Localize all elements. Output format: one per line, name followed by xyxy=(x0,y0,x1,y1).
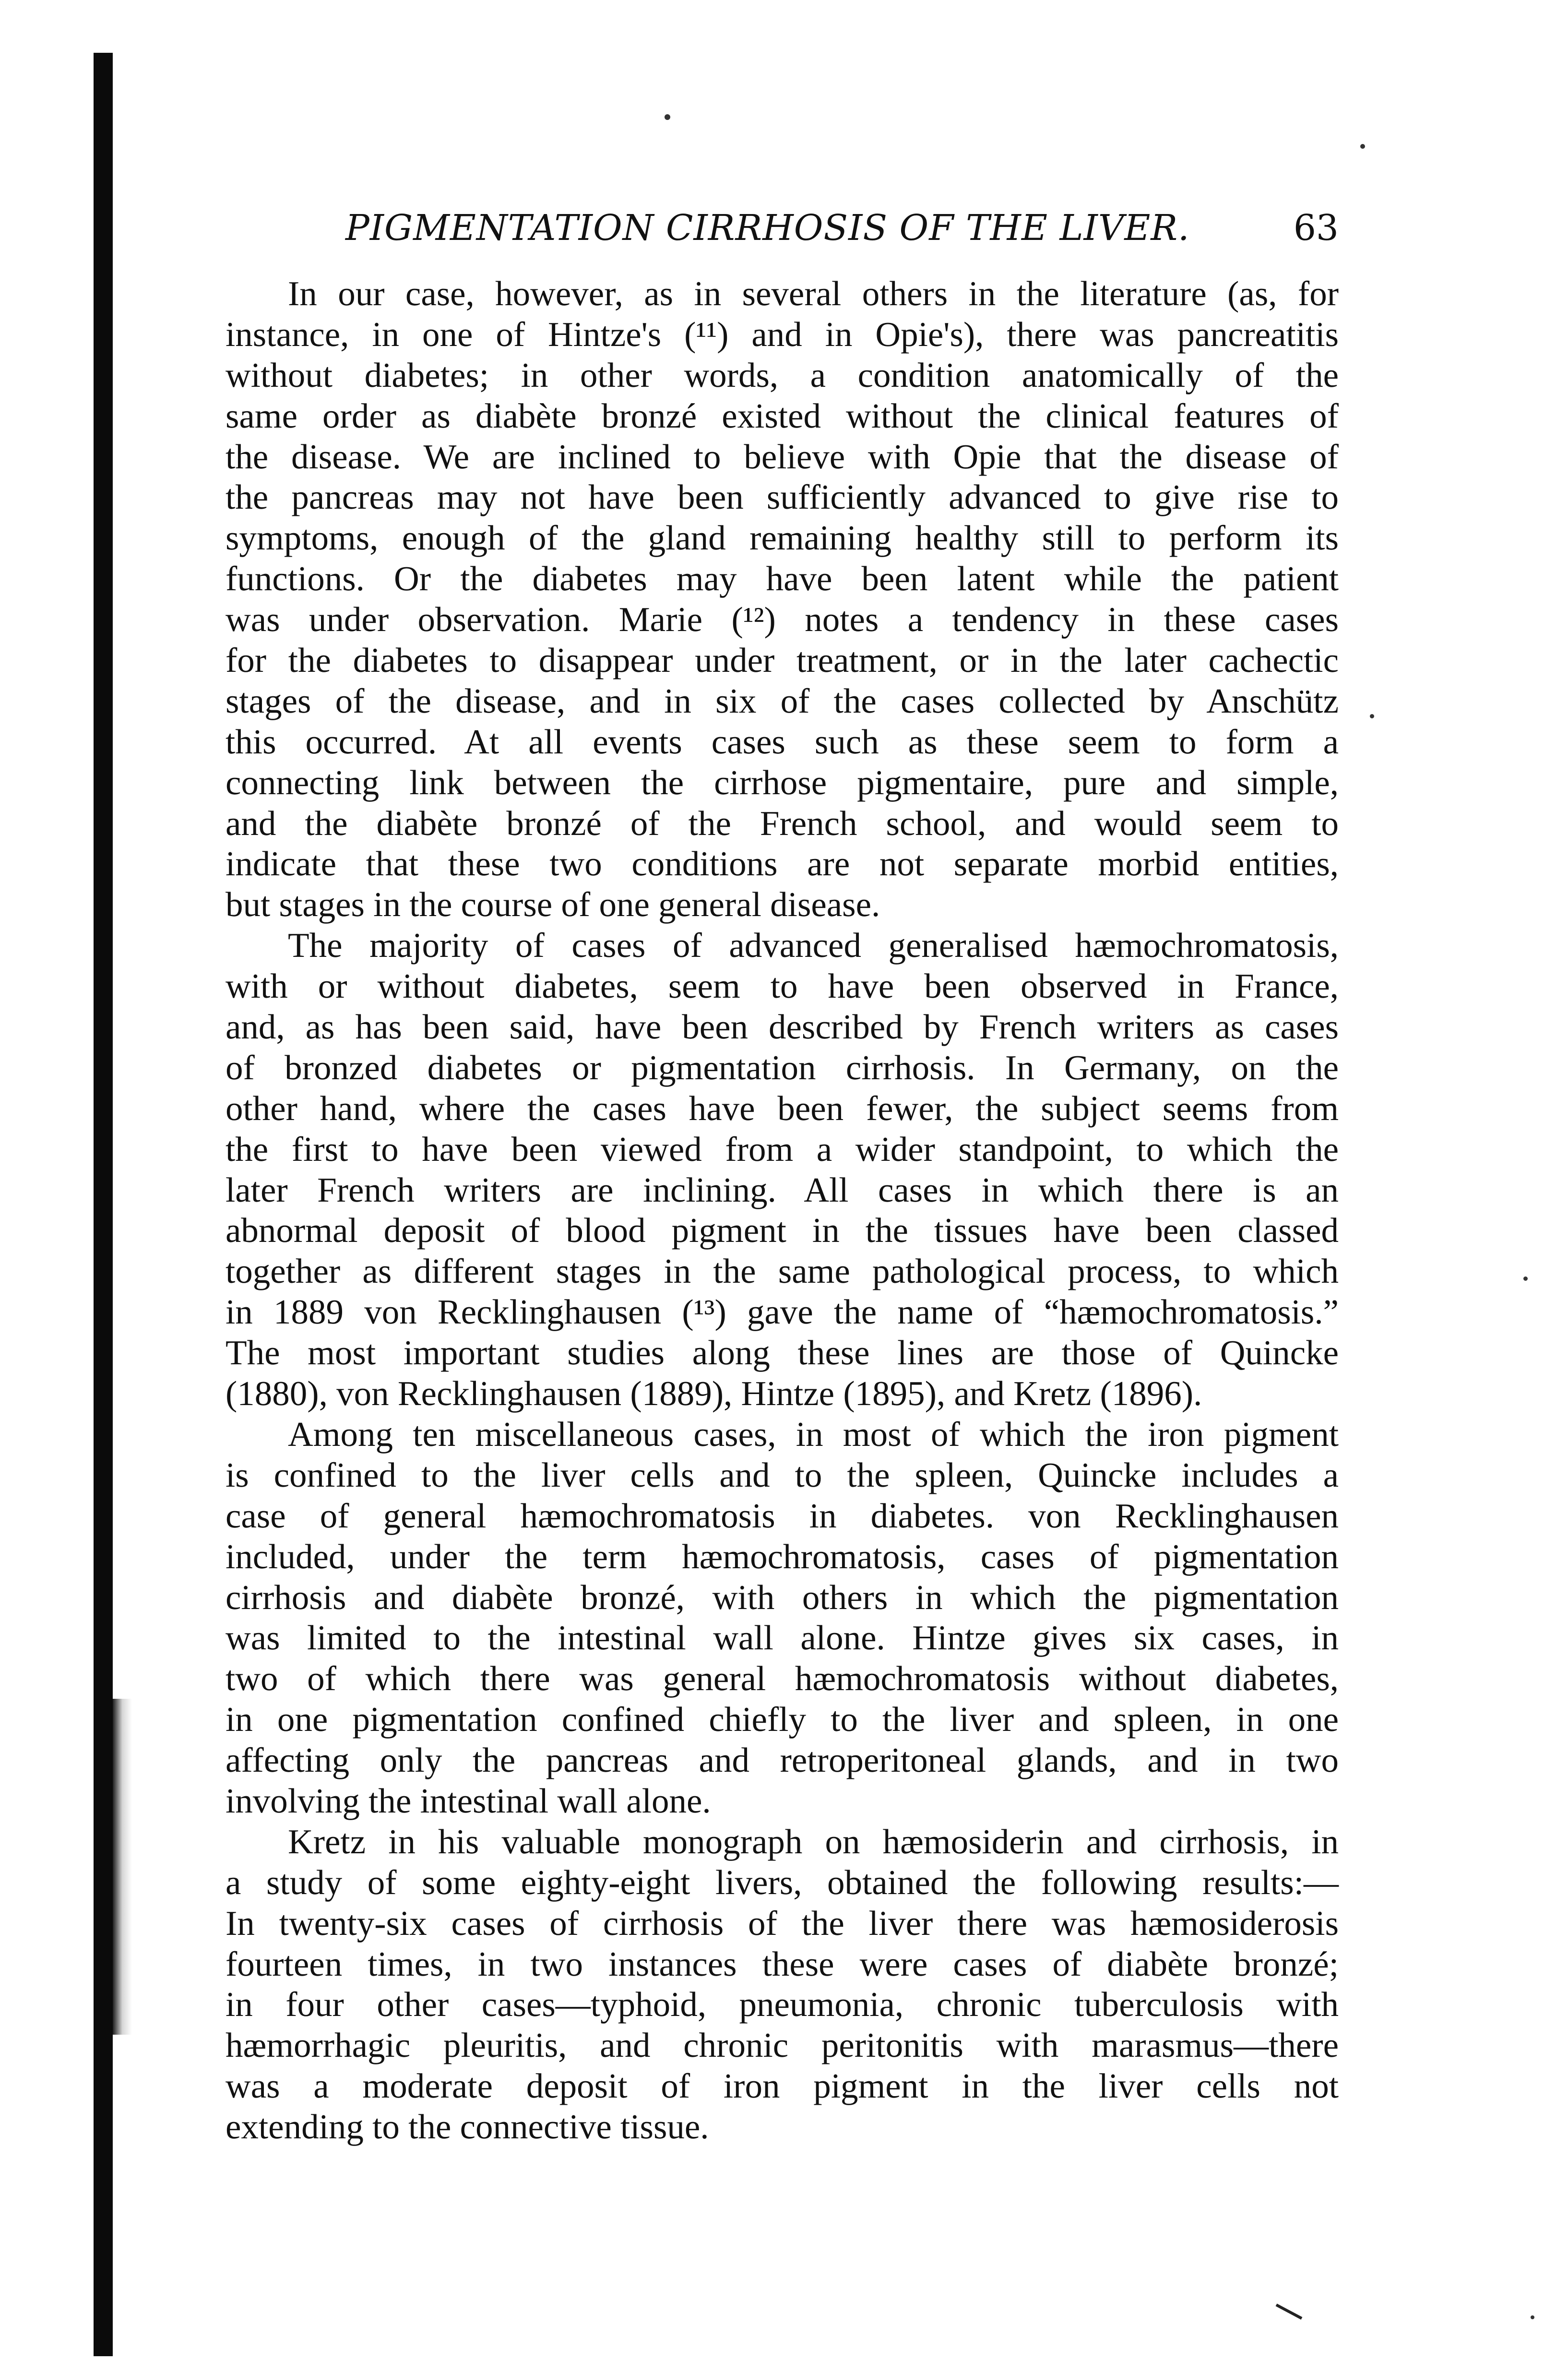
text-line: later French writers are inclining. All cases in which there is an xyxy=(226,1170,1339,1209)
text-line: case of general hæmochromatosis in diabetes. von Recklinghausen xyxy=(226,1496,1339,1535)
text-line: affecting only the pancreas and retroperitoneal glands, and in two xyxy=(226,1741,1339,1780)
text-line: Among ten miscellaneous cases, in most of which the iron pigment xyxy=(288,1414,1339,1454)
text-line: extending to the connective tissue. xyxy=(226,2107,709,2146)
text-line: two of which there was general hæmochromatosis without diabetes, xyxy=(226,1659,1339,1698)
stray-ink-mark xyxy=(1276,2303,1303,2319)
text-line: included, under the term hæmochromatosis, cases of pigmentation xyxy=(226,1537,1339,1576)
text-line: the disease. We are inclined to believe with Opie that the disease of xyxy=(226,437,1339,476)
text-line: a study of some eighty-eight livers, obtained the following results:— xyxy=(226,1862,1339,1902)
text-line: involving the intestinal wall alone. xyxy=(226,1781,711,1820)
text-line: (1880), von Recklinghausen (1889), Hintze (1895), and Kretz (1896). xyxy=(226,1374,1202,1413)
text-line: stages of the disease, and in six of the cases collected by Anschütz xyxy=(226,681,1339,720)
text-line: but stages in the course of one general disease. xyxy=(226,885,880,924)
ink-speck xyxy=(665,114,670,120)
text-line: indicate that these two conditions are not separate morbid entities, xyxy=(226,844,1339,883)
text-line: with or without diabetes, seem to have been observed in France, xyxy=(226,966,1339,1006)
ink-speck xyxy=(1531,2315,1534,2319)
body-text xyxy=(226,274,1339,2147)
ink-speck xyxy=(1360,144,1365,149)
text-line: In our case, however, as in several others in the literature (as, for xyxy=(288,274,1339,313)
ink-speck xyxy=(1523,1276,1528,1281)
page-number: 63 xyxy=(1293,207,1339,249)
text-line: cirrhosis and diabète bronzé, with others in which the pigmentation xyxy=(226,1577,1339,1617)
book-page xyxy=(226,197,1339,2164)
text-line: was a moderate deposit of iron pigment in the liver cells not xyxy=(226,2066,1339,2106)
page-binding-shadow xyxy=(94,53,113,2356)
text-line: and, as has been said, have been described by French writers as cases xyxy=(226,1007,1339,1047)
text-line: functions. Or the diabetes may have been latent while the patient xyxy=(226,559,1339,598)
text-line: in four other cases—typhoid, pneumonia, chronic tuberculosis with xyxy=(226,1985,1339,2024)
text-line: In twenty-six cases of cirrhosis of the liver there was hæmosiderosis xyxy=(226,1903,1339,1943)
text-line: in one pigmentation confined chiefly to the liver and spleen, in one xyxy=(226,1700,1339,1739)
text-line: for the diabetes to disappear under treatment, or in the later cachectic xyxy=(226,641,1339,680)
text-line: instance, in one of Hintze's (¹¹) and in Opie's), there was pancreatitis xyxy=(226,314,1339,354)
text-line: hæmorrhagic pleuritis, and chronic peritonitis with marasmus—there xyxy=(226,2026,1339,2065)
text-line: the first to have been viewed from a wider standpoint, to which the xyxy=(226,1129,1339,1169)
text-line: together as different stages in the same pathological process, to which xyxy=(226,1252,1339,1291)
page-binding-edge xyxy=(113,1699,132,2035)
ink-speck xyxy=(1370,714,1374,718)
text-line: was under observation. Marie (¹²) notes a tendency in these cases xyxy=(226,600,1339,639)
text-line: The most important studies along these lines are those of Quincke xyxy=(226,1333,1339,1372)
text-line: connecting link between the cirrhose pigmentaire, pure and simple, xyxy=(226,763,1339,802)
text-line: the pancreas may not have been sufficiently advanced to give rise to xyxy=(226,477,1339,517)
text-line: and the diabète bronzé of the French school, and would seem to xyxy=(226,803,1339,843)
running-title: PIGMENTATION CIRRHOSIS OF THE LIVER. xyxy=(345,207,1190,249)
text-line: is confined to the liver cells and to the spleen, Quincke includes a xyxy=(226,1455,1339,1494)
text-line: without diabetes; in other words, a condition anatomically of the xyxy=(226,355,1339,394)
text-line: fourteen times, in two instances these were cases of diabète bronzé; xyxy=(226,1944,1339,1983)
text-line: Kretz in his valuable monograph on hæmosiderin and cirrhosis, in xyxy=(288,1822,1339,1861)
text-line: The majority of cases of advanced generalised hæmochromatosis, xyxy=(288,926,1339,965)
text-line: in 1889 von Recklinghausen (¹³) gave the name of “hæmochromatosis.” xyxy=(226,1292,1339,1332)
text-line: this occurred. At all events cases such as these seem to form a xyxy=(226,722,1339,761)
running-head xyxy=(226,197,1339,254)
text-line: symptoms, enough of the gland remaining healthy still to perform its xyxy=(226,518,1339,558)
text-line: same order as diabète bronzé existed without the clinical features of xyxy=(226,396,1339,435)
text-line: of bronzed diabetes or pigmentation cirrhosis. In Germany, on the xyxy=(226,1048,1339,1087)
text-line: abnormal deposit of blood pigment in the tissues have been classed xyxy=(226,1211,1339,1250)
text-line: other hand, where the cases have been fewer, the subject seems from xyxy=(226,1088,1339,1128)
text-line: was limited to the intestinal wall alone. Hintze gives six cases, in xyxy=(226,1618,1339,1658)
